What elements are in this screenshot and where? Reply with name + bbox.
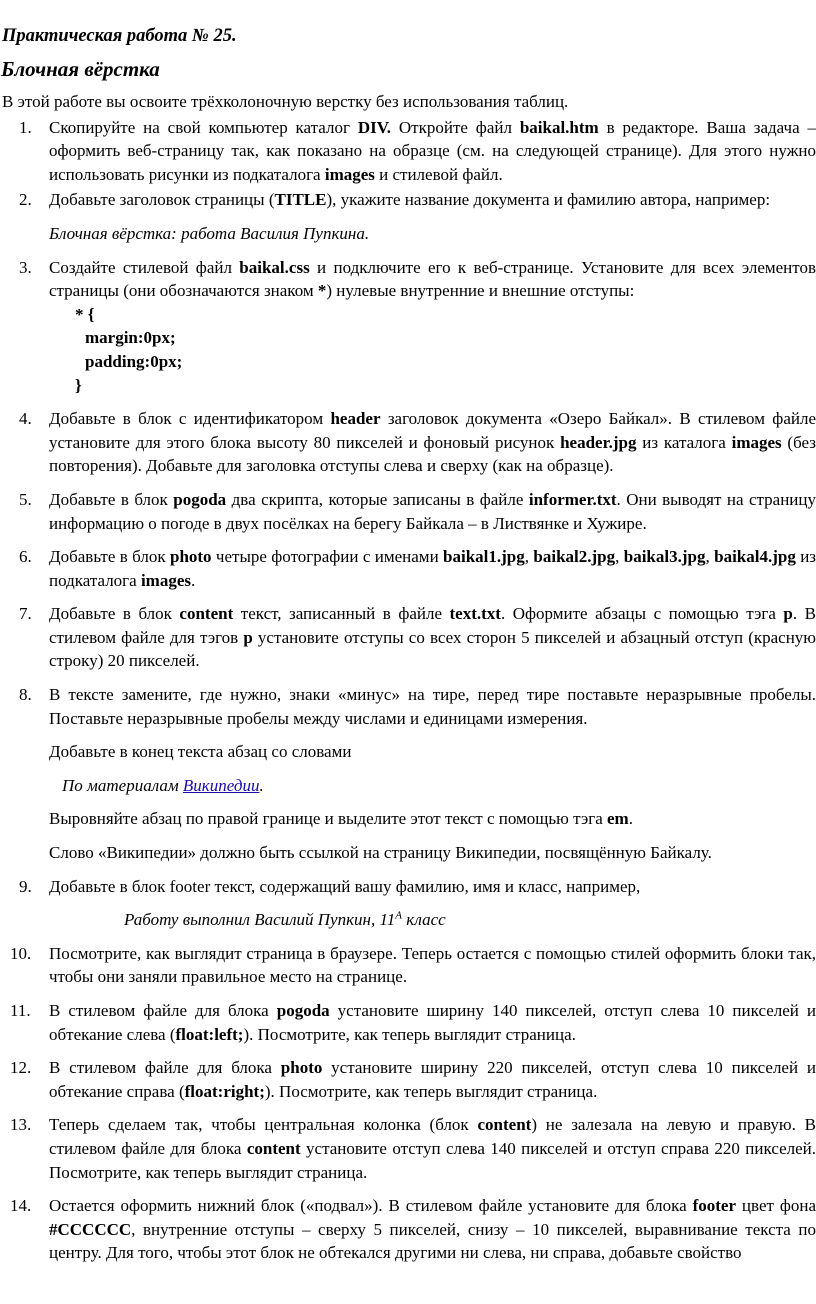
title-example: Блочная вёрстка: работа Василия Пупкина.	[49, 223, 370, 243]
item-text: В стилевом файле для блока	[49, 1058, 281, 1078]
item-bold: *	[317, 281, 327, 301]
item-text: два скрипта, которые записаны в файле	[226, 489, 529, 509]
example-text: Работу выполнил Василий Пупкин, 11	[124, 910, 396, 930]
item-bold: images	[140, 570, 191, 590]
item-number: 2.	[19, 190, 32, 210]
css-code-block	[0, 303, 816, 397]
item-bold: baikal2.jpg	[533, 547, 616, 567]
item-text: текст, записанный в файле	[233, 604, 450, 624]
list-item-5	[0, 488, 816, 535]
item-8-paragraph: Слово «Википедии» должно быть ссылкой на страницу Википедии, посвящённую Байкалу.	[49, 843, 712, 863]
item-bold: images	[731, 432, 782, 452]
item-bold: header	[330, 409, 381, 429]
example-superscript: А	[395, 909, 402, 922]
item-text: Добавьте в блок	[49, 547, 170, 567]
item-bold: content	[179, 604, 234, 624]
item-text: ,	[524, 547, 534, 567]
item-text: Посмотрите, как выглядит страница в браузере. Теперь остается с помощью стилей оформить блоки так, чтобы они заняли правильное место на странице.	[49, 943, 816, 987]
item-text: Добавьте заголовок страницы (	[49, 190, 275, 210]
item-bold: p	[243, 627, 253, 647]
item-bold: images	[324, 164, 375, 184]
item-text: Выровняйте абзац по правой границе и выделите этот текст с помощью тэга	[49, 809, 608, 829]
footer-example	[0, 908, 816, 932]
item-text: В тексте замените, где нужно, знаки «минус» на тире, перед тире поставьте неразрывные пробелы. Поставьте неразрывные пробелы между числами и единицами измерения.	[49, 685, 816, 728]
item-bold: em	[607, 809, 629, 829]
item-text: ,	[615, 547, 624, 567]
item-bold: baikal.htm	[519, 117, 599, 137]
item-number: 4.	[19, 409, 32, 429]
code-line: * {	[75, 304, 95, 324]
item-bold: baikal1.jpg	[443, 547, 525, 567]
list-item-4	[0, 407, 816, 478]
item-bold: pogoda	[276, 1001, 330, 1020]
item-text: из подкаталога	[49, 547, 816, 590]
item-bold: TITLE	[274, 190, 327, 210]
list-item-1	[0, 116, 816, 187]
item-text: Откройте файл	[391, 117, 520, 137]
item-number: 10.	[10, 943, 32, 963]
item-number: 8.	[19, 685, 32, 705]
item-bold: float:right;	[184, 1081, 265, 1101]
item-text: заголовок документа «Озеро Байкал». В стилевом файле установите для этого блока высоту 80 пикселей и фоновый рисунок	[49, 409, 816, 452]
item-number: 5.	[19, 489, 32, 509]
list-item-13	[0, 1113, 816, 1184]
list-item-7	[0, 602, 816, 673]
item-bold: DIV.	[357, 117, 392, 137]
item-number: 1.	[19, 117, 32, 137]
list-item-2	[0, 188, 816, 212]
item-bold: content	[246, 1138, 301, 1158]
item-bold: pogoda	[173, 489, 227, 509]
item-text: Добавьте в блок	[49, 489, 174, 509]
item-text: ) не залезала на левую и правую. В стилевом файле для блока	[49, 1115, 816, 1158]
list-item-11	[0, 999, 816, 1046]
item-number: 11.	[10, 1001, 31, 1020]
item-text: .	[628, 809, 633, 829]
item-text: Теперь сделаем так, чтобы центральная колонка (блок	[49, 1115, 478, 1135]
list-item-10	[0, 942, 816, 989]
item-number: 6.	[19, 547, 32, 567]
item-text: установите ширину 140 пикселей, отступ слева 10 пикселей и обтекание слева (	[49, 1001, 816, 1044]
item-bold: baikal4.jpg	[714, 547, 796, 567]
item-text: Добавьте в блок с идентификатором	[49, 409, 331, 429]
list-item-3	[0, 256, 816, 303]
wikipedia-link[interactable]: Википедии	[182, 775, 260, 795]
item-bold: text.txt	[449, 604, 501, 624]
list-item-9	[0, 875, 816, 899]
item-bold: content	[477, 1115, 532, 1135]
item-text: и подключите его к веб-странице. Установите для всех элементов страницы (они обозначаются знаком	[49, 257, 816, 301]
item-bold: informer.txt	[528, 489, 617, 509]
list-item-12	[0, 1056, 816, 1103]
item-bold: baikal.css	[239, 257, 310, 277]
item-bold: photo	[280, 1058, 323, 1078]
source-attribution	[0, 774, 816, 798]
item-number: 9.	[19, 876, 32, 896]
item-text: цвет фона	[736, 1196, 816, 1216]
item-bold: float:left;	[175, 1024, 244, 1044]
list-item-8	[0, 683, 816, 730]
item-bold: baikal3.jpg	[623, 547, 706, 567]
code-line: margin:0px;	[85, 328, 176, 348]
item-number: 13.	[10, 1115, 32, 1135]
intro-paragraph: В этой работе вы освоите трёхколоночную верстку без использования таблиц.	[2, 92, 569, 111]
item-text: установите отступ слева 140 пикселей и отступ справа 220 пикселей. Посмотрите, как теперь выглядит страница.	[49, 1138, 816, 1182]
item-8-paragraph	[0, 807, 816, 831]
item-text: ). Посмотрите, как теперь выглядит страница.	[243, 1024, 576, 1044]
example-text: класс	[401, 910, 446, 930]
item-text: Добавьте в блок footer текст, содержащий вашу фамилию, имя и класс, например,	[49, 876, 641, 896]
item-text: ,	[705, 547, 715, 567]
item-text: Добавьте в блок	[49, 604, 180, 624]
code-line: padding:0px;	[85, 351, 183, 371]
item-text: и стилевой файл.	[374, 164, 503, 184]
item-text: , внутренние отступы – сверху 5 пикселей, снизу – 10 пикселей, выравнивание текста по центру. Для того, чтобы этот блок не обтекался другими ни слева, ни справа, добавьте свойство	[49, 1219, 816, 1263]
item-text: установите ширину 220 пикселей, отступ слева 10 пикселей и обтекание справа (	[49, 1058, 816, 1101]
attribution-text: По материалам	[62, 775, 183, 795]
attribution-text: .	[259, 775, 264, 795]
item-text: . В стилевом файле для тэгов	[49, 604, 816, 647]
item-text: ) нулевые внутренние и внешние отступы:	[326, 281, 635, 301]
item-text: ). Посмотрите, как теперь выглядит страница.	[264, 1081, 598, 1101]
item-text: в редакторе. Ваша задача – оформить веб-страницу так, как показано на образце (см. на следующей странице). Для этого нужно использовать рисунки из подкаталога	[49, 117, 816, 184]
item-8-paragraph: Добавьте в конец текста абзац со словами	[49, 742, 352, 762]
page-subtitle: Блочная вёрстка	[1, 57, 160, 81]
item-text: Скопируйте на свой компьютер каталог	[49, 117, 358, 137]
list-item-14	[0, 1194, 816, 1265]
item-text: .	[191, 570, 196, 590]
item-bold: #CCCCCC	[49, 1219, 132, 1239]
item-text: . Оформите абзацы с помощью тэга	[500, 604, 784, 624]
item-number: 3.	[19, 257, 32, 277]
item-bold: footer	[692, 1196, 736, 1216]
item-bold: photo	[169, 547, 212, 567]
item-text: ), укажите название документа и фамилию автора, например:	[326, 190, 771, 210]
item-text: (без повторения). Добавьте для заголовка отступы слева и сверху (как на образце).	[49, 432, 816, 476]
item-bold: header.jpg	[560, 432, 637, 452]
item-text: Создайте стилевой файл	[49, 257, 240, 277]
code-line: }	[75, 375, 82, 395]
item-number: 7.	[19, 604, 32, 624]
item-text: В стилевом файле для блока	[49, 1001, 277, 1020]
page-title: Практическая работа № 25.	[2, 26, 237, 46]
item-text: четыре фотографии с именами	[211, 547, 444, 567]
item-bold: p	[783, 604, 793, 624]
item-number: 14.	[10, 1196, 32, 1216]
item-text: из каталога	[636, 432, 732, 452]
item-text: Остается оформить нижний блок («подвал»). В стилевом файле установите для блока	[49, 1196, 693, 1216]
item-number: 12.	[10, 1058, 32, 1078]
item-text: установите отступы со всех сторон 5 пикселей и абзацный отступ (красную строку) 20 пикселей.	[49, 627, 816, 671]
item-text: . Они выводят на страницу информацию о погоде в двух посёлках на берегу Байкала – в Листвянке и Хужире.	[49, 489, 816, 533]
list-item-6	[0, 545, 816, 592]
